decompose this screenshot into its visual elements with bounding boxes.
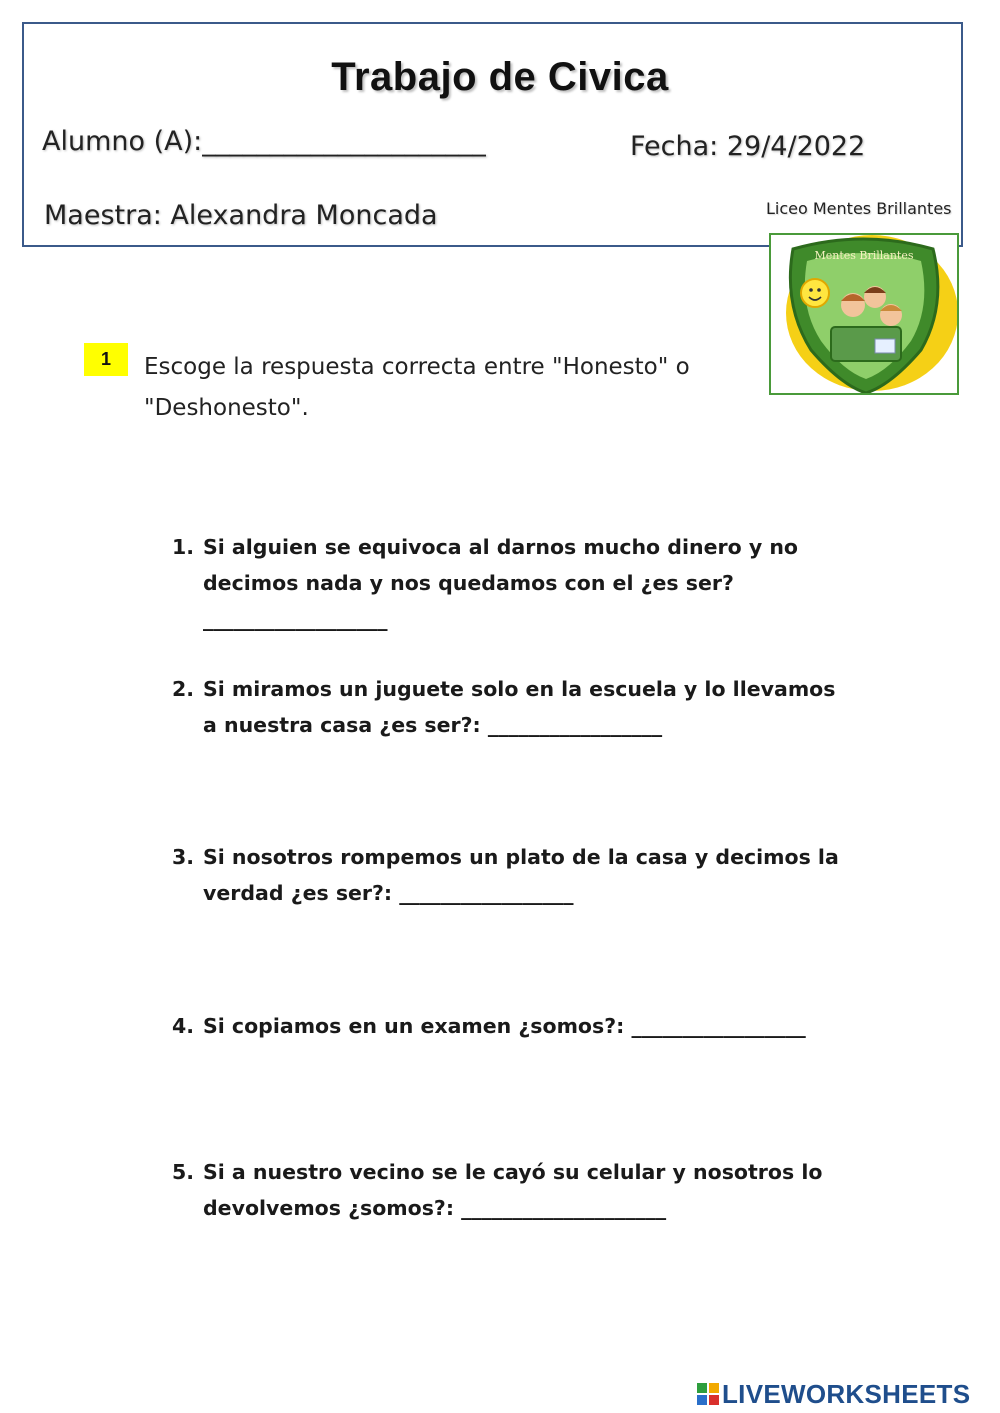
question-number: 4.	[172, 1014, 195, 1038]
liveworksheets-logo-icon	[697, 1383, 719, 1405]
question-number: 3.	[172, 845, 195, 869]
teacher-label: Maestra: Alexandra Moncada	[44, 200, 438, 231]
question-3	[172, 839, 852, 911]
logo-text: Mentes Brillantes	[814, 249, 914, 262]
question-5	[172, 1154, 852, 1226]
school-shield-logo-icon	[771, 235, 957, 393]
section-number-badge: 1	[84, 343, 128, 376]
question-4	[172, 1008, 852, 1044]
logo-sun-face	[801, 279, 829, 307]
liveworksheets-brand[interactable]	[697, 1379, 970, 1407]
question-1	[172, 529, 852, 637]
question-text[interactable]: Si miramos un juguete solo en la escuela y lo llevamos a nuestra casa ¿es ser?: _________________	[203, 677, 836, 737]
question-number: 2.	[172, 677, 195, 701]
question-text[interactable]: Si alguien se equivoca al darnos mucho dinero y no decimos nada y nos quedamos con el ¿es ser? __________________	[203, 535, 798, 631]
date-label: Fecha: 29/4/2022	[630, 131, 866, 162]
page-title: Trabajo de Civica	[331, 55, 669, 99]
question-text[interactable]: Si nosotros rompemos un plato de la casa y decimos la verdad ¿es ser?: _________________	[203, 845, 839, 905]
brand-text: LIVEWORKSHEETS	[722, 1379, 971, 1409]
school-name: Liceo Mentes Brillantes	[766, 199, 952, 218]
question-text[interactable]: Si a nuestro vecino se le cayó su celular y nosotros lo devolvemos ¿somos?: ____________________	[203, 1160, 823, 1220]
question-text[interactable]: Si copiamos en un examen ¿somos?: _________________	[203, 1014, 806, 1038]
question-2	[172, 671, 852, 743]
question-number: 5.	[172, 1160, 195, 1184]
school-logo	[769, 233, 959, 395]
question-number: 1.	[172, 535, 195, 559]
student-name-field[interactable]: Alumno (A):_____________________	[42, 126, 486, 157]
instruction-text: Escoge la respuesta correcta entre "Honesto" o "Deshonesto".	[144, 354, 690, 421]
